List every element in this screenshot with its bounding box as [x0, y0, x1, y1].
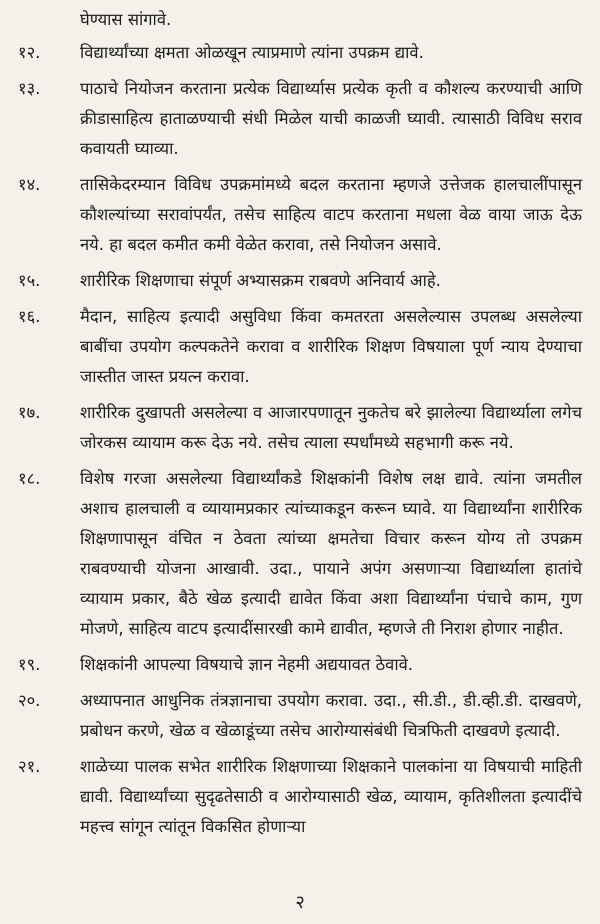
item-number: १४.	[18, 175, 41, 194]
item-number: १३.	[18, 79, 41, 98]
list-item	[0, 686, 600, 746]
instruction-list	[0, 38, 600, 848]
item-number: १८.	[18, 469, 41, 488]
list-item	[0, 266, 600, 296]
list-item	[0, 752, 600, 842]
item-number: १५.	[18, 271, 41, 290]
item-text: शाळेच्या पालक सभेत शारीरिक शिक्षणाच्या शिक्षकाने पालकांना या विषयाची माहिती द्यावी. विद्यार्थ्यांच्या सुदृढतेसाठी व आरोग्यासाठी खेळ, व्यायाम, कृतिशीलता इत्यादींचे महत्त्व सांगून त्यांतून विकसित होणाऱ्या	[80, 757, 582, 836]
item-number: २०.	[18, 691, 41, 710]
lead-line: घेण्यास सांगावे.	[80, 10, 172, 29]
list-item	[0, 74, 600, 164]
item-text: तासिकेदरम्यान विविध उपक्रमांमध्ये बदल करताना म्हणजे उत्तेजक हालचालींपासून कौशल्यांच्या सरावांपर्यंत, तसेच साहित्य वाटप करताना मधला वेळ वाया जाऊ देऊ नये. हा बदल कमीत कमी वेळेत करावा, तसे नियोजन असावे.	[80, 175, 582, 254]
item-text: विद्यार्थ्यांच्या क्षमता ओळखून त्याप्रमाणे त्यांना उपक्रम द्यावे.	[80, 43, 424, 62]
item-text: पाठाचे नियोजन करताना प्रत्येक विद्यार्थ्यास प्रत्येक कृती व कौशल्य करण्याची आणि क्रीडासाहित्य हाताळण्याची संधी मिळेल याची काळजी घ्यावी. त्यासाठी विविध सराव कवायती घ्याव्या.	[80, 79, 582, 158]
item-number: १९.	[18, 655, 41, 674]
item-number: १६.	[18, 307, 41, 326]
item-number: १७.	[18, 403, 41, 422]
item-text: मैदान, साहित्य इत्यादी असुविधा किंवा कमतरता असलेल्यास उपलब्ध असलेल्या बाबींचा उपयोग कल्पकतेने करावा व शारीरिक शिक्षण विषयाला पूर्ण न्याय देण्याचा जास्तीत जास्त प्रयत्न करावा.	[80, 307, 582, 386]
item-text: विशेष गरजा असलेल्या विद्यार्थ्यांकडे शिक्षकांनी विशेष लक्ष द्यावे. त्यांना जमतील अशाच हालचाली व व्यायामप्रकार त्यांच्याकडून करून घ्यावे. या विद्यार्थ्यांना शारीरिक शिक्षणापासून वंचित न ठेवता त्यांच्या क्षमतेचा विचार करून योग्य तो उपक्रम राबवण्याची योजना आखावी. उदा., पायाने अपंग असणाऱ्या विद्यार्थ्याला हातांचे व्यायाम प्रकार, बैठे खेळ इत्यादी द्यावेत किंवा अशा विद्यार्थ्यांना पंचाचे काम, गुण मोजणे, साहित्य वाटप इत्यादींसारखी कामे द्यावीत, म्हणजे ती निराश होणार नाहीत.	[80, 469, 582, 638]
item-text: शिक्षकांनी आपल्या विषयाचे ज्ञान नेहमी अद्ययावत ठेवावे.	[80, 655, 414, 674]
list-item	[0, 170, 600, 260]
item-number: १२.	[18, 43, 41, 62]
item-text: शारीरिक दुखापती असलेल्या व आजारपणातून नुकतेच बरे झालेल्या विद्यार्थ्याला लगेच जोरकस व्यायाम करू देऊ नये. तसेच त्याला स्पर्धांमध्ये सहभागी करू नये.	[80, 403, 582, 452]
item-text: शारीरिक शिक्षणाचा संपूर्ण अभ्यासक्रम राबवणे अनिवार्य आहे.	[80, 271, 441, 290]
list-item	[0, 302, 600, 392]
list-item	[0, 650, 600, 680]
list-item	[0, 398, 600, 458]
page-number: २	[295, 892, 305, 913]
item-number: २१.	[18, 757, 41, 776]
item-text: अध्यापनात आधुनिक तंत्रज्ञानाचा उपयोग करावा. उदा., सी.डी., डी.व्ही.डी. दाखवणे, प्रबोधन करणे, खेळ व खेळाडूंच्या तसेच आरोग्यासंबंधी चित्रफिती दाखवणे इत्यादी.	[80, 691, 582, 740]
list-item	[0, 464, 600, 644]
list-item	[0, 38, 600, 68]
